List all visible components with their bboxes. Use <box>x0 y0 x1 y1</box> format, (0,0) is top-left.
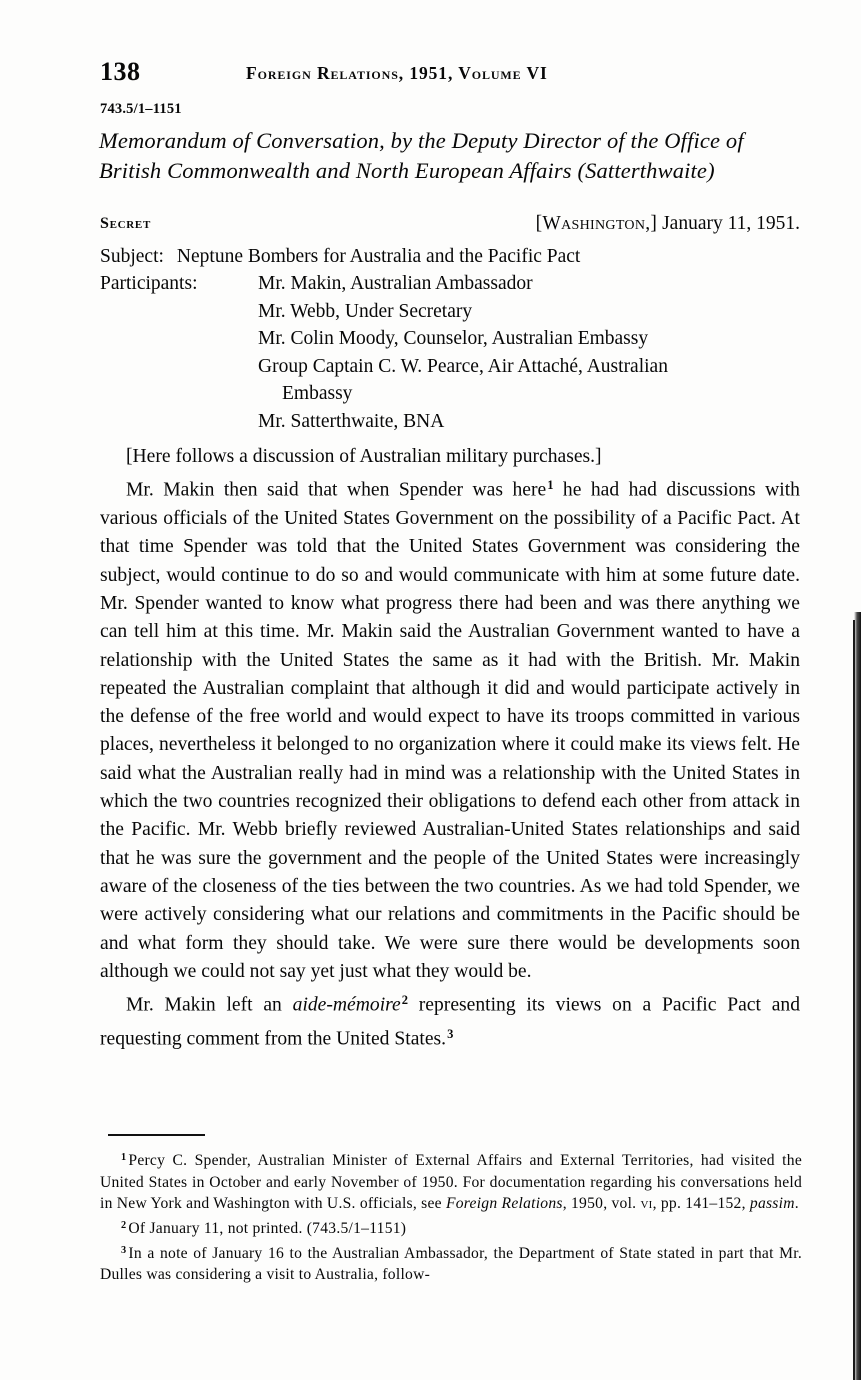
participants-list <box>258 270 820 435</box>
document-title-line-2: British Commonwealth and North European Affairs (Satterthwaite) <box>99 158 715 183</box>
footnote-marker-2: 2 <box>121 1219 127 1231</box>
footnote-marker-1: 1 <box>121 1152 127 1163</box>
footnote-ref-1[interactable]: 1 <box>547 478 554 493</box>
footnote-2-text: Of January 11, not printed. (743.5/1–1151) <box>128 1220 407 1238</box>
footnote-1-italic-title: Foreign Relations <box>445 1195 563 1213</box>
body-paragraph-2 <box>100 986 800 1054</box>
editorial-note: [Here follows a discussion of Australian military purchases.] <box>126 446 602 467</box>
running-head <box>100 57 800 87</box>
footnote-1 <box>100 1147 802 1215</box>
footnote-1-text-d: . <box>794 1195 799 1213</box>
subject-row <box>100 243 580 270</box>
participant-item: Mr. Satterthwaite, BNA <box>258 410 445 432</box>
page-number: 138 <box>100 57 141 86</box>
footnote-ref-3[interactable]: 3 <box>447 1026 454 1041</box>
scan-edge-line <box>853 620 855 1380</box>
footnote-separator-rule <box>108 1134 205 1136</box>
document-number: 743.5/1–1151 <box>100 101 182 117</box>
footnotes-block <box>100 1147 802 1286</box>
paragraph-1-text-a: Mr. Makin then said that when Spender was here <box>126 479 547 501</box>
body-text <box>100 443 800 1054</box>
dateline-place: [Washington,] <box>535 213 658 234</box>
classification-dateline-row <box>100 213 800 239</box>
participant-item-continuation: Embassy <box>282 383 353 404</box>
participant-item: Mr. Makin, Australian Ambassador <box>258 273 533 294</box>
footnote-2 <box>100 1215 802 1240</box>
footnote-3-text: In a note of January 16 to the Australian Ambassador, the Department of State stated in part that Mr. Dulles was considering a visit to Australia, follow- <box>100 1244 802 1284</box>
footnote-1-text-a: Percy C. Spender, Australian Minister of External Affairs and External Territories, had visited the United States in October and early November of 1950. For documentation regarding his conversations held in New York and Washington with U.S. officials, see <box>100 1152 802 1213</box>
scan-edge-shadow <box>854 612 861 1380</box>
participants-label: Participants: <box>100 273 198 294</box>
footnote-1-text-b: , 1950, vol. <box>562 1195 641 1213</box>
footnote-1-volume: vi <box>640 1195 653 1213</box>
footnote-1-text-c: , pp. 141–152, <box>652 1195 750 1213</box>
running-title: Foreign Relations, 1951, Volume VI <box>246 63 548 83</box>
document-title <box>99 126 829 186</box>
paragraph-2-italic-term: aide-mémoire <box>292 994 401 1016</box>
classification-label: Secret <box>100 215 151 232</box>
subject-label: Subject: <box>100 246 164 267</box>
dateline-date: January 11, 1951. <box>657 213 800 234</box>
subject-value: Neptune Bombers for Australia and the Pacific Pact <box>176 246 581 267</box>
document-title-line-1: Memorandum of Conversation, by the Deputy Director of the Office of <box>99 128 744 153</box>
participants-block <box>100 270 820 435</box>
dateline <box>536 213 800 235</box>
footnote-1-italic-passim: passim <box>749 1195 795 1213</box>
paragraph-2-text-a: Mr. Makin left an <box>126 994 293 1016</box>
participant-item: Mr. Webb, Under Secretary <box>258 300 473 322</box>
paragraph-1-text-b: he had had discussions with various officials of the United States Government on the possibility of a Pacific Pact. At that time Spender was told that the United States Government was considering the subject, would continue to do so and would communicate with him at some future date. Mr. Spender wanted to know what progress there had been and was there anything we can tell him at this time. Mr. Makin said the Australian Government wanted to have a relationship with the United States the same as it had with the British. Mr. Makin repeated the Australian complaint that although it did and would participate actively in the defense of the free world and would expect to have its troops committed in various places, nevertheless it belonged to no organization where it could make its views felt. He said what the Australian really had in mind was a relationship with the United States in which the two countries recognized their obligations to defend each other from attack in the Pacific. Mr. Webb briefly reviewed Australian-United States relationships and said that he was sure the government and the people of the United States were increasingly aware of the closeness of the ties between the two countries. As we had told Spender, we were actively considering what our relations and commitments in the Pacific should be and what form they should take. We were sure there would be developments soon although we could not say yet just what they would be. <box>100 479 800 982</box>
footnote-marker-3: 3 <box>121 1244 127 1256</box>
paragraph-2-text-b: representing its views on a Pacific Pact and requesting comment from the United States. <box>100 994 800 1050</box>
footnote-ref-2[interactable]: 2 <box>401 993 408 1008</box>
footnote-3 <box>100 1240 802 1286</box>
participant-item: Mr. Colin Moody, Counselor, Australian Embassy <box>258 328 649 349</box>
participant-item: Group Captain C. W. Pearce, Air Attaché, Australian <box>258 355 668 377</box>
body-paragraph-1 <box>100 471 800 986</box>
